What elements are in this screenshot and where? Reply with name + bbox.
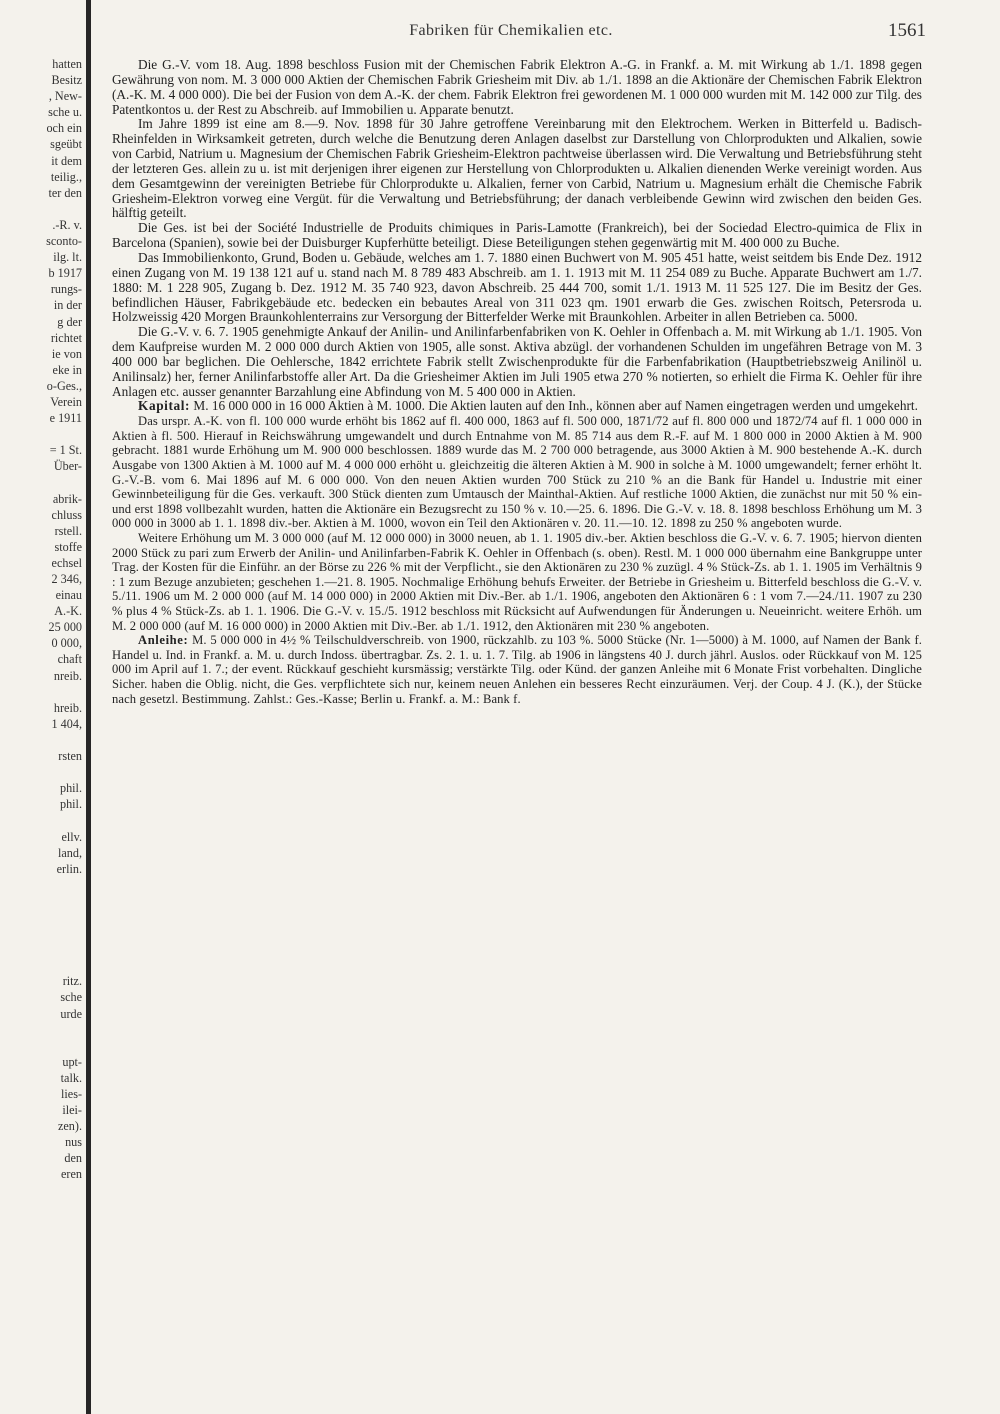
margin-fragment-line: ritz.	[62, 974, 82, 989]
adjacent-page-margin-text	[0, 56, 82, 1183]
margin-fragment-line: urde	[60, 1006, 82, 1021]
margin-fragment-line: ie von	[51, 346, 82, 361]
margin-fragment-line: echsel	[51, 555, 82, 570]
margin-fragment-line: richtet	[50, 330, 82, 345]
margin-fragment-line: einau	[55, 588, 82, 603]
margin-fragment-line: sche	[60, 990, 82, 1005]
margin-fragment-line: och ein	[46, 121, 82, 136]
margin-fragment-line: it dem	[51, 153, 82, 168]
page-number: 1561	[888, 20, 926, 41]
margin-fragment-line	[0, 201, 82, 217]
section-label-anleihe: Anleihe:	[138, 633, 189, 648]
margin-fragment-line	[0, 684, 82, 700]
main-text-column	[112, 58, 922, 706]
margin-fragment-line: 25 000	[48, 620, 82, 635]
margin-fragment-line: in der	[53, 298, 82, 313]
margin-fragment-line: eke in	[52, 362, 82, 377]
margin-fragment-line: chaft	[57, 652, 82, 667]
margin-fragment-line	[0, 812, 82, 828]
header-title: Fabriken für Chemikalien etc.	[409, 22, 613, 39]
paragraph-anleihe	[112, 633, 922, 706]
margin-fragment-line: ilg. lt.	[53, 250, 82, 265]
margin-fragment-line: land,	[57, 845, 82, 860]
kapital-text: M. 16 000 000 in 16 000 Aktien à M. 1000. Die Aktien lauten auf den Inh., können aber auf Namen eingetragen werden und umgekehrt.	[193, 398, 918, 414]
margin-fragment-line: b 1917	[48, 266, 82, 281]
paragraph-immobilien: Das Immobilienkonto, Grund, Boden u. Gebäude, welches am 1. 7. 1880 einen Buchwert von M. 905 451 hatte, weist seitdem bis Ende Dez. 1912 einen Zugang von M. 19 138 121 auf u. stand nach M. 8 789 483 Abschreib. am 1. 1. 1913 mit M. 11 254 089 zu Buche. Apparate Buchwert am 1./7. 1880: M. 1 228 905, Zugang b. Dez. 1912 M. 35 740 923, davon Abschreib. 25 444 700, somit 1./1. 1913 M. 11 525 127. Die im Besitz der Ges. befindlichen Häuser, Fabrikgebäude etc. bedecken ein bebautes Areal von 311 023 qm. 1901 erwarb die Ges. zwischen Roitsch, Petersroda u. Holzweissig 420 Morgen Braunkohlenterrains zur Versorgung der Bitterfelder Werke mit Braunkohlen. Arbeiter in allen Betrieben ca. 5000.	[112, 249, 922, 325]
paragraph-kapitalgeschichte: Das urspr. A.-K. von fl. 100 000 wurde erhöht bis 1862 auf fl. 400 000, 1863 auf fl. 500 000, 1871/72 auf fl. 800 000 und 1872/74 auf fl. 1 000 000 in Aktien à fl. 500. Hierauf in Reichswährung umgewandelt und durch Entnahme von M. 85 714 aus dem R.-F. auf M. 1 800 000 in 2000 Aktien à M. 900 gebracht. 1881 wurde Erhöhung um M. 900 000 beschlossen. 1889 wurde das M. 2 700 000 betragende, aus 3000 Aktien à M. 900 bestehende A.-K. durch Ausgabe von 1300 Aktien à M. 1000 auf M. 4 000 000 erhöht u. gleichzeitig die älteren Aktien à M. 900 in solche à M. 1000 umgewandelt; ferner erhöht lt. G.-V.-B. vom 6. Mai 1896 auf M. 6 000 000. Von den neuen Aktien wurden 700 Stück zu 210 % an die Bank für Handel u. Industrie mit einer Gewinnbeteiligung für die Ges. verkauft. 300 Stück dienten zum Umtausch der Mainthal-Aktien. Auf restliche 1000 Aktien, die zunächst nur mit 50 % ein- und erst 1898 vollbezahlt wurden, hatten die Aktionäre ein Bezugsrecht zu 150 % v. 10.—25. 6. 1896. Die G.-V. v. 18. 8. 1898 beschloss Erhöhung um M. 3 000 000 in 3000 ab 1. 1. 1898 div.-ber. Aktien à M. 1000, wovon ein Teil den Aktionären v. 20. 11.—10. 12. 1898 zu 250 % angeboten wurde.	[112, 414, 922, 531]
paragraph-oehler: Die G.-V. v. 6. 7. 1905 genehmigte Ankauf der Anilin- und Anilinfarbenfabriken von K. Oehler in Offenbach a. M. mit Wirkung ab 1./1. 1905. Von dem Kaufpreise wurden M. 2 000 000 durch Aktien von 1905, alle sonst. Aktiva abzügl. der vorhandenen Schulden im ungefähren Betrage von M. 3 400 000 bar beglichen. Die Oehlersche, 1842 errichtete Fabrik stellt Zwischenprodukte für die Farbenfabrikation (Hauptbetriebszweig Anilinöl u. Anilinsalz) her, ferner Anilinfarbstoffe aller Art. Da die Griesheimer Aktien im Juli 1905 etwa 270 % notierten, so erhielt die Firma K. Oehler für ihre Anlagen etc. ausser genannter Barzahlung eine Abfindung von M. 5 400 000 in Aktien.	[112, 324, 922, 399]
margin-fragment-line: rungs-	[50, 282, 82, 297]
section-label-kapital: Kapital:	[138, 398, 191, 414]
margin-fragment-line: e 1911	[49, 411, 82, 426]
margin-fragment-line: o-Ges.,	[46, 378, 82, 393]
margin-fragment-line: zen).	[57, 1119, 82, 1134]
anleihe-text: M. 5 000 000 in 4½ % Teilschuldverschreib. von 1900, rückzahlb. zu 103 %. 5000 Stücke (Nr. 1—5000) à M. 1000, auf Namen der Bank f. Handel u. Ind. in Frankf. a. M. u. durch Indoss. übertragbar. Zs. 2. 1. u. 1. 7. Tilg. ab 1906 in längstens 40 J. durch jährl. Auslos. oder Rückkauf von M. 125 000 im April auf 1. 7.; der event. Rückkauf geschieht kursmässig; verstärkte Tilg. oder Künd. der ganzen Anleihe mit 6 Monate Frist vorbehalten. Dingliche Sicher. haben die Oblig. nicht, die Ges. verpflichtete sich nur, keinem neuen Anlehen ein besseres Recht einzuräumen. Verj. der Coup. 4 J. (K.), der Stücke nach gesetzl. Bestimmung. Zahlst.: Ges.-Kasse; Berlin u. Frankf. a. M.: Bank f.	[112, 633, 923, 706]
margin-fragment-line	[0, 1022, 82, 1038]
margin-fragment-line	[0, 732, 82, 748]
margin-fragment-line: phil.	[59, 797, 82, 812]
margin-fragment-line	[0, 474, 82, 490]
margin-fragment-line: eren	[61, 1167, 82, 1182]
margin-fragment-line: 0 000,	[51, 636, 82, 651]
running-header	[96, 20, 926, 44]
margin-fragment-line: den	[64, 1151, 82, 1166]
margin-fragment-line	[0, 764, 82, 780]
margin-fragment-line	[0, 909, 82, 925]
margin-fragment-line: rsten	[58, 749, 82, 764]
paragraph-vereinbarung: Im Jahre 1899 ist eine am 8.—9. Nov. 1898 für 30 Jahre getroffene Vereinbarung mit den Elektrochem. Werken in Bitterfeld u. Badisch-Rheinfelden in Wirksamkeit getreten, durch welche die Benutzung deren Anlagen daselbst zur Darstellung von Chlorprodukten und Alkalien, sowie von Carbid, Natrium u. Magnesium der Chemischen Fabrik Griesheim-Elektron pachtweise überlassen wird. Die Verwaltung und Betriebsführung steht der letzteren Ges. allein zu u. ist mit derjenigen ihrer eigenen zur Herstellung von Chlorprodukten u. Alkalien dienenden Werke vereinigt worden. Aus dem Gesamtgewinn der vereinigten Betriebe für Chlorprodukte u. Alkalien, ferner von Carbid, Natrium u. Magnesium erhält die Chemische Fabrik Griesheim-Elektron vorweg eine Vergüt. für die Verwaltung und Betriebsführung; der danach verbleibende Gewinn wird zwischen den beiden Ges. hälftig geteilt.	[112, 116, 922, 221]
margin-fragment-line	[0, 957, 82, 973]
margin-fragment-line: ilei-	[62, 1103, 82, 1118]
paragraph-beteiligungen: Die Ges. ist bei der Société Industrielle de Produits chimiques in Paris-Lamotte (Frankreich), bei der Sociedad Electro-quimica de Flix in Barcelona (Spanien), sowie bei der Duisburger Kupferhütte beteiligt. Diese Beteiligungen stehen gegenwärtig mit M. 400 000 zu Buche.	[112, 220, 922, 251]
margin-fragment-line: ter den	[48, 185, 82, 200]
margin-fragment-line	[0, 925, 82, 941]
margin-fragment-line: Über-	[53, 459, 82, 474]
margin-fragment-line: 1 404,	[51, 716, 82, 731]
margin-fragment-line: chluss	[51, 507, 82, 522]
margin-fragment-line: nreib.	[53, 668, 82, 683]
margin-fragment-line: nus	[65, 1135, 82, 1150]
margin-fragment-line: erlin.	[56, 861, 82, 876]
margin-fragment-line: Besitz	[51, 73, 82, 88]
margin-fragment-line: upt-	[62, 1054, 82, 1069]
margin-fragment-line: Verein	[50, 394, 82, 409]
margin-fragment-line	[0, 1038, 82, 1054]
margin-fragment-line	[0, 877, 82, 893]
margin-fragment-line: hatten	[52, 57, 82, 71]
page-gutter-divider	[86, 0, 91, 1414]
paragraph-erhoehungen: Weitere Erhöhung um M. 3 000 000 (auf M. 12 000 000) in 3000 neuen, ab 1. 1. 1905 div.-ber. Aktien beschloss die G.-V. v. 6. 7. 1905; hiervon dienten 2000 Stück zu pari zum Erwerb der Anilin- und Anilinfarben-Fabrik K. Oehler in Offenbach (s. oben). Restl. M. 1 000 000 übernahm eine Bankgruppe unter Trag. der Kosten für die Einführ. an der Börse zu 226 % mit der Verpflicht., sie den Aktionären zu 230 % zuzügl. 4 % Stück-Zs. ab 1. 1. 1905 im Verhältnis 9 : 1 zum Bezuge anzubieten; geschehen 1.—21. 8. 1905. Nochmalige Erhöhung behufs Erweiter. der Betriebe in Griesheim u. Bitterfeld beschloss die G.-V. v. 5./11. 1906 um M. 2 000 000 (auf M. 14 000 000) in 2000 Aktien mit Div.-Ber. ab 1./1. 1906, angeboten den Aktionären 6 : 1 vom 7.—24./11. 1907 zu 230 % plus 4 % Stück-Zs. ab 1. 1. 1906. Die G.-V. v. 15./5. 1912 beschloss mit Rücksicht auf Aufwendungen für Änderungen u. Neueinricht. weitere Erhöh. um M. 2 000 000 (auf M. 16 000 000) in 2000 Aktien mit Div.-Ber. ab 1./1. 1912, den Aktionären mit 230 % angeboten.	[112, 531, 922, 633]
margin-fragment-line: teilig.,	[50, 169, 82, 184]
margin-fragment-line: phil.	[59, 781, 82, 796]
margin-fragment-line: hreib.	[53, 700, 82, 715]
margin-fragment-line: , New-	[48, 89, 82, 104]
margin-fragment-line: sche u.	[48, 105, 82, 120]
margin-fragment-line	[0, 893, 82, 909]
margin-fragment-line: stoffe	[54, 539, 82, 554]
paragraph-fusion: Die G.-V. vom 18. Aug. 1898 beschloss Fusion mit der Chemischen Fabrik Elektron A.-G. in Frankf. a. M. mit Wirkung ab 1./1. 1898 gegen Gewährung von nom. M. 3 000 000 Aktien der Chemischen Fabrik Griesheim mit Div. ab 1./1. 1898 an die Aktionäre der Chemischen Fabrik Elektron (A.-K. M. 4 000 000). Die bei der Fusion von dem A.-K. der chem. Fabrik Elektron frei gewordenen M. 1 000 000 wurden mit M. 142 000 zur Tilg. des Patentkontos u. der Rest zu Abschreib. auf Immobilien u. Apparate benutzt.	[112, 57, 922, 117]
margin-fragment-line: 2 346,	[51, 572, 82, 586]
margin-fragment-line: = 1 St.	[49, 443, 82, 458]
margin-fragment-line: abrik-	[52, 491, 82, 506]
margin-fragment-line: g der	[57, 314, 82, 329]
margin-fragment-line	[0, 941, 82, 957]
margin-fragment-line: lies-	[61, 1087, 82, 1101]
margin-fragment-line: rstell.	[54, 523, 82, 538]
margin-fragment-line	[0, 426, 82, 442]
margin-fragment-line: A.-K.	[54, 604, 82, 619]
paragraph-kapital	[112, 399, 922, 414]
margin-fragment-line: sconto-	[46, 234, 82, 249]
margin-fragment-line: sgeübt	[50, 137, 82, 152]
margin-fragment-line: ellv.	[61, 829, 82, 844]
margin-fragment-line: .-R. v.	[52, 217, 82, 232]
margin-fragment-line: talk.	[60, 1070, 82, 1085]
